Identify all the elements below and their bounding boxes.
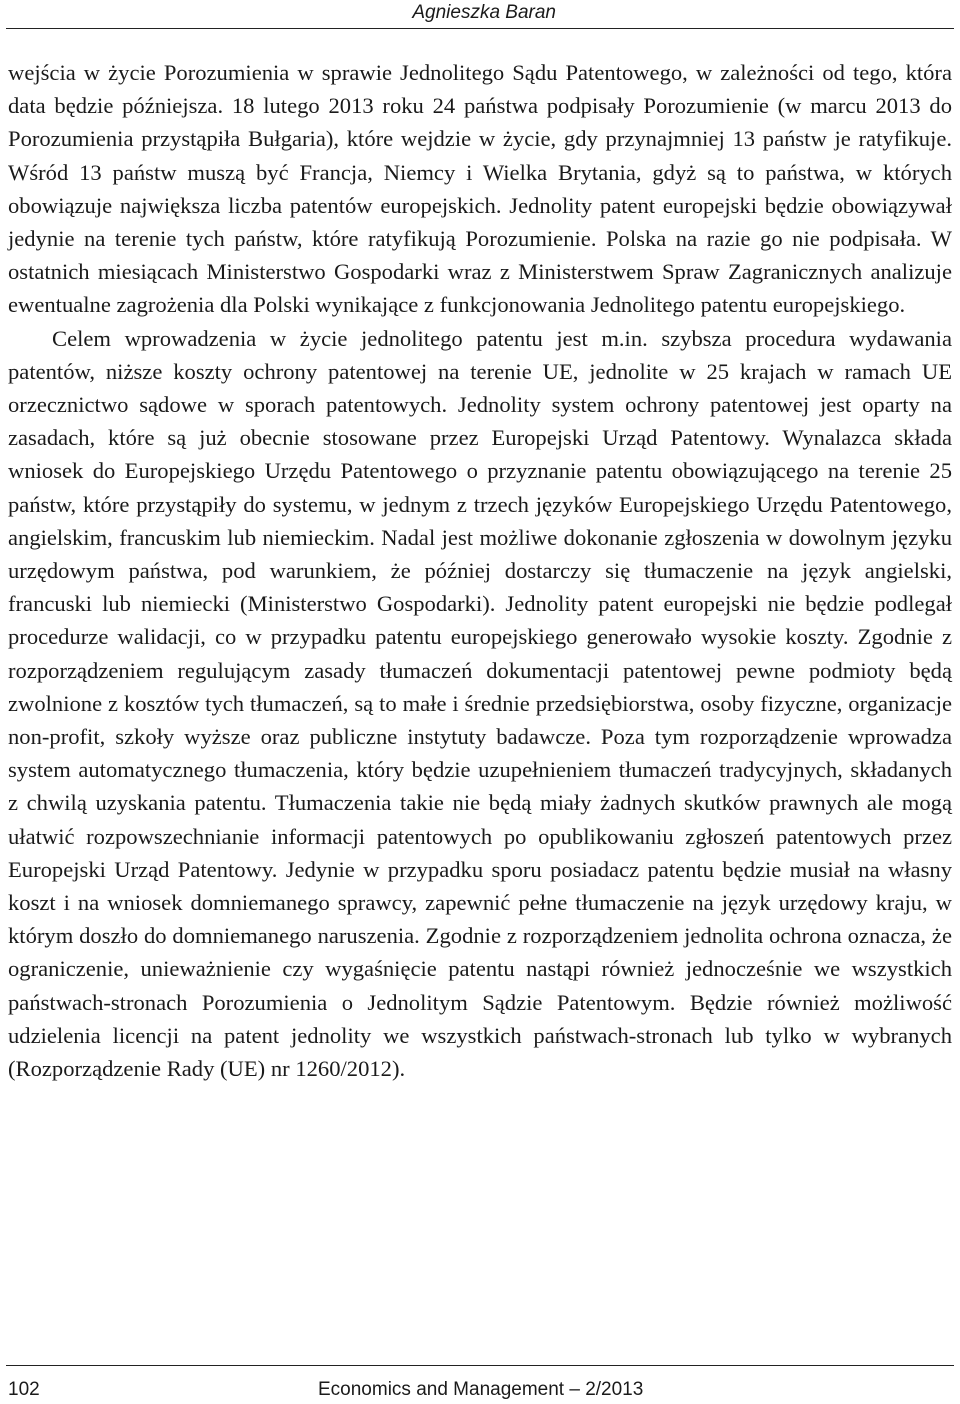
journal-info: Economics and Management – 2/2013 — [318, 1379, 644, 1400]
article-body — [8, 56, 952, 1085]
page-number: 102 — [8, 1379, 40, 1400]
body-paragraph-2: Celem wprowadzenia w życie jednolitego patentu jest m.in. szybsza procedura wydawania patentów, niższe koszty ochrony patentowej na terenie UE, jednolite w 25 krajach w ramach UE orzecznictwo sądowe w sporach patentowych. Jednolity system ochrony patentowej jest oparty na zasadach, które są już obecnie stosowane przez Europejski Urząd Patentowy. Wynalazca składa wniosek do Europejskiego Urzędu Patentowego o przyznanie patentu obowiązującego na terenie 25 państw, które przystąpiły do systemu, w jednym z trzech języków Europejskiego Urzędu Patentowego, angielskim, francuskim lub niemieckim. Nadal jest możliwe dokonanie zgłoszenia w dowolnym języku urzędowym państwa, pod warunkiem, że później dostarczy się tłumaczenie na język angielski, francuski lub niemiecki (Ministerstwo Gospodarki). Jednolity patent europejski nie będzie podlegał procedurze walidacji, co w przypadku patentu europejskiego generowało wysokie koszty. Zgodnie z rozporządzeniem regulującym zasady tłumaczeń dokumentacji patentowej pewne podmioty będą zwolnione z kosztów tych tłumaczeń, są to małe i średnie przedsiębiorstwa, osoby fizyczne, organizacje non-profit, szkoły wyższe oraz publiczne instytuty badawcze. Poza tym rozporządzenie wprowadza system automatycznego tłumaczenia, który będzie uzupełnieniem tłumaczeń tradycyjnych, składanych z chwilą uzyskania patentu. Tłumaczenia takie nie będą miały żadnych skutków prawnych ale mogą ułatwić rozpowszechnianie informacji patentowych po opublikowaniu zgłoszeń patentowych przez Europejski Urząd Patentowy. Jedynie w przypadku sporu posiadacz patentu będzie musiał na własny koszt i na wniosek domniemanego sprawcy, zapewnić pełne tłumaczenie na język urzędowy kraju, w którym doszło do domniemanego naruszenia. Zgodnie z rozporządzeniem jednolita ochrona oznacza, że ograniczenie, unieważnienie czy wygaśnięcie patentu nastąpi również jednocześnie we wszystkich państwach-stronach Porozumienia o Jednolitym Sądzie Patentowym. Będzie również możliwość udzielenia licencji na patent jednolity we wszystkich państwach-stronach lub tylko w wybranych (Rozporządzenie Rady (UE) nr 1260/2012). — [8, 325, 952, 1082]
header-divider — [6, 28, 954, 29]
body-paragraph-1: wejścia w życie Porozumienia w sprawie Jednolitego Sądu Patentowego, w zależności od tego, która data będzie późniejsza. 18 lutego 2013 roku 24 państwa podpisały Porozumienie (w marcu 2013 do Porozumienia przystąpiła Bułgaria), które wejdzie w życie, gdy przynajmniej 13 państw je ratyfikuje. Wśród 13 państw muszą być Francja, Niemcy i Wielka Brytania, gdyż są to państwa, w których obowiązuje największa liczba patentów europejskich. Jednolity patent europejski będzie obowiązywał jedynie na terenie tych państw, które ratyfikują Porozumienie. Polska na razie go nie podpisała. W ostatnich miesiącach Ministerstwo Gospodarki wraz z Ministerstwem Spraw Zagranicznych analizuje ewentualne zagrożenia dla Polski wynikające z funkcjonowania Jednolitego patentu europejskiego. — [8, 60, 952, 318]
running-header-author: Agnieszka Baran — [412, 2, 556, 23]
footer-divider — [6, 1365, 954, 1366]
page-footer — [8, 1376, 952, 1404]
